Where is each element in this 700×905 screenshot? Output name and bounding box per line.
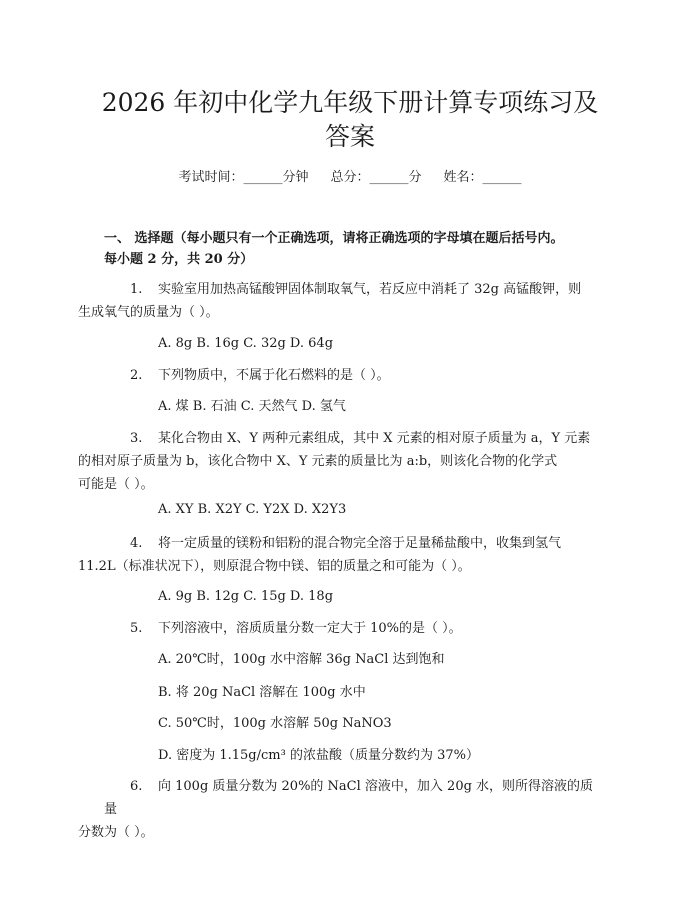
question-text-line: 分数为（ ）。	[78, 825, 154, 840]
question-number: 2.	[130, 368, 143, 383]
question-3	[78, 427, 604, 496]
question-text-line: 实验室用加热高锰酸钾固体制取氧气，若反应中消耗了 32g 高锰酸钾，则	[158, 282, 582, 297]
question-number: 5.	[130, 621, 143, 636]
question-2	[104, 364, 604, 387]
question-text-line: 某化合物由 X、Y 两种元素组成，其中 X 元素的相对原子质量为 a，Y 元素	[158, 431, 591, 446]
exam-meta	[0, 168, 700, 188]
question-5-option-d: D. 密度为 1.15g/cm³ 的浓盐酸（质量分数约为 37%）	[158, 748, 479, 763]
section-heading-line-1: 一、 选择题（每小题只有一个正确选项，请将正确选项的字母填在题后括号内。	[104, 231, 564, 246]
question-text-line: 11.2L（标准状况下），则原混合物中镁、铝的质量之和可能为（ ）。	[78, 559, 471, 574]
question-text-line: 可能是（ ）。	[78, 477, 154, 492]
question-number: 6.	[130, 779, 143, 794]
exam-name: 姓名：______	[443, 170, 522, 185]
title-line-1: 2026 年初中化学九年级下册计算专项练习及	[101, 88, 599, 117]
section-heading	[104, 228, 614, 270]
question-text-line: 将一定质量的镁粉和铝粉的混合物完全溶于足量稀盐酸中，收集到氢气	[158, 536, 562, 551]
exam-score: 总分：______分	[330, 170, 422, 185]
question-number: 3.	[130, 431, 143, 446]
title-line-2: 答案	[324, 122, 375, 151]
question-text-line: 下列溶液中，溶质质量分数一定大于 10%的是（ ）。	[158, 621, 462, 636]
question-5-option-c: C. 50℃时，100g 水溶解 50g NaNO3	[158, 716, 392, 731]
section-heading-line-2: 每小题 2 分，共 20 分）	[104, 252, 254, 267]
question-number: 1.	[130, 282, 143, 297]
question-6	[78, 775, 604, 844]
question-3-options: A. XY B. X2Y C. Y2X D. X2Y3	[158, 502, 347, 517]
question-number: 4.	[130, 536, 143, 551]
question-text-line: 向 100g 质量分数为 20%的 NaCl 溶液中，加入 20g 水，则所得溶液的质量	[104, 779, 594, 817]
question-2-options: A. 煤 B. 石油 C. 天然气 D. 氢气	[158, 399, 346, 414]
question-text-line: 下列物质中，不属于化石燃料的是（ ）。	[158, 368, 390, 383]
question-1	[78, 278, 604, 324]
question-5-option-a: A. 20℃时，100g 水中溶解 36g NaCl 达到饱和	[158, 652, 445, 667]
question-text-line: 的相对原子质量为 b，该化合物中 X、Y 元素的质量比为 a:b，则该化合物的化学式	[78, 454, 558, 469]
question-1-options: A. 8g B. 16g C. 32g D. 64g	[158, 336, 334, 351]
exam-time: 考试时间：______分钟	[178, 170, 309, 185]
question-5-option-b: B. 将 20g NaCl 溶解在 100g 水中	[158, 685, 366, 700]
document-title	[60, 86, 640, 154]
question-4	[78, 532, 604, 578]
question-text-line: 生成氧气的质量为（ ）。	[78, 305, 219, 320]
question-5	[104, 617, 604, 640]
question-4-options: A. 9g B. 12g C. 15g D. 18g	[158, 589, 334, 604]
